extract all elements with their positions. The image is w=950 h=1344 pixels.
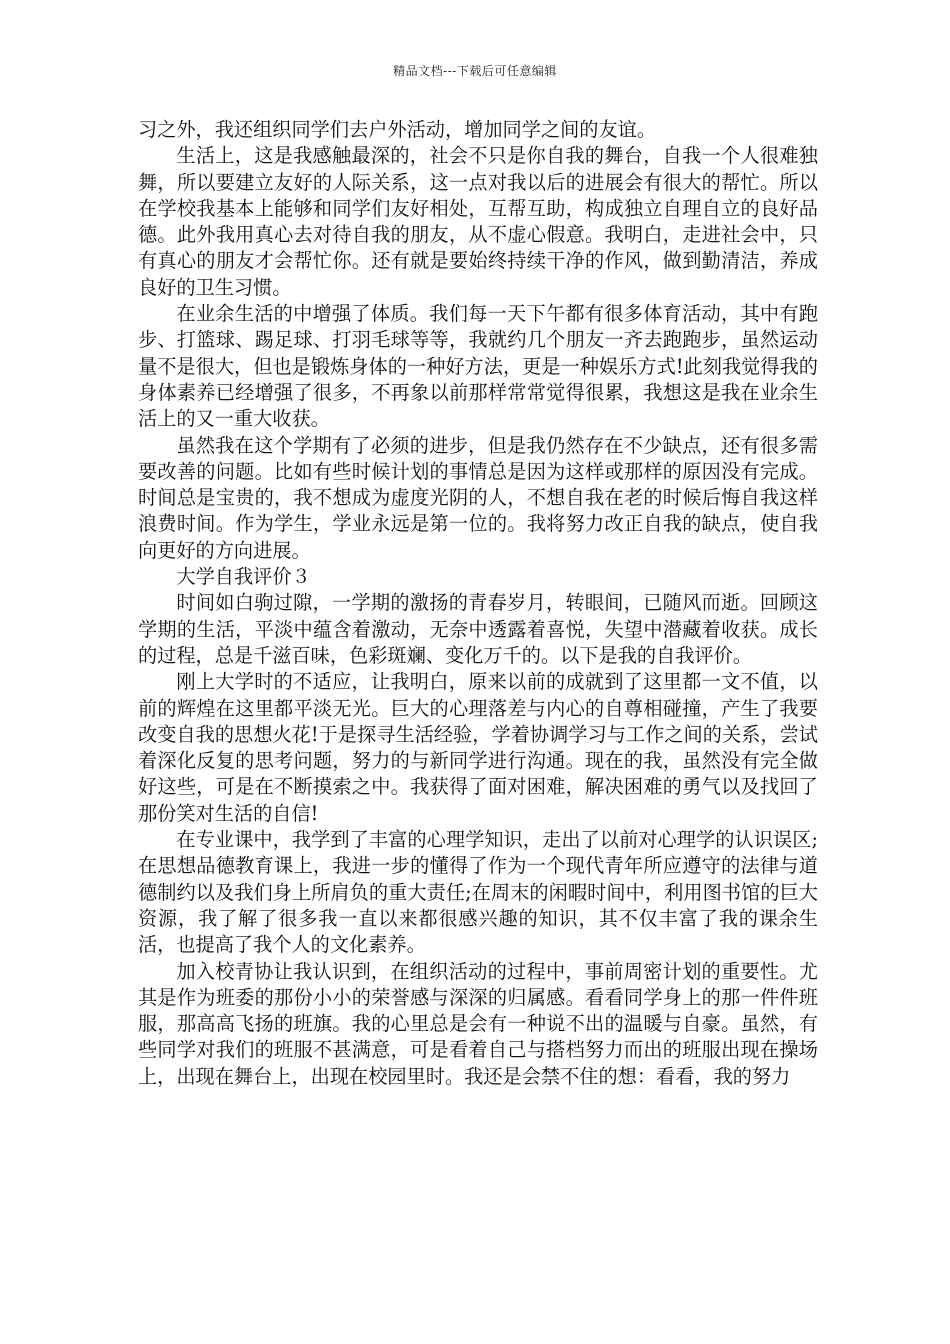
document-body (138, 117, 818, 1090)
paragraph-continuation: 习之外，我还组织同学们去户外活动，增加同学之间的友谊。 (138, 118, 657, 141)
page-header: 精品文档---下载后可任意编辑 (393, 64, 557, 78)
paragraph-leisure: 在业余生活的中增强了体质。我们每一天下午都有很多体育活动，其中有跑步、打篮球、踢足球、打羽毛球等等，我就约几个朋友一齐去跑跑步，虽然运动量不是很大，但也是锻炼身体的一种好方法，更是一种娱乐方式!此刻我觉得我的身体素养已经增强了很多，不再象以前那样常常觉得很累，我想这是我在业余生活上的又一重大收获。 (138, 302, 818, 431)
paragraph-shortcomings: 虽然我在这个学期有了必须的进步，但是我仍然存在不少缺点，还有很多需要改善的问题。比如有些时候计划的事情总是因为这样或那样的原因没有完成。时间总是宝贵的，我不想成为虚度光阴的人，不想自我在老的时候后悔自我这样浪费时间。作为学生，学业永远是第一位的。我将努力改正自我的缺点，使自我向更好的方向进展。 (138, 433, 818, 562)
paragraph-association: 加入校青协让我认识到，在组织活动的过程中，事前周密计划的重要性。尤其是作为班委的那份小小的荣誉感与深深的归属感。看看同学身上的那一件件班服，那高高飞扬的班旗。我的心里总是会有一种说不出的温暖与自豪。虽然，有些同学对我们的班服不甚满意，可是看着自己与搭档努力而出的班服出现在操场上，出现在舞台上，出现在校园里时。我还是会禁不住的想：看看，我的努力 (138, 959, 818, 1088)
paragraph-review: 时间如白驹过隙，一学期的激扬的青春岁月，转眼间，已随风而逝。回顾这学期的生活，平淡中蕴含着激动，无奈中透露着喜悦，失望中潜藏着收获。成长的过程，总是千滋百味，色彩斑斓、变化万千的。以下是我的自我评价。 (138, 591, 818, 667)
paragraph-life: 生活上，这是我感触最深的，社会不只是你自我的舞台，自我一个人很难独舞，所以要建立友好的人际关系，这一点对我以后的进展会有很大的帮忙。所以在学校我基本上能够和同学们友好相处，互帮互助，构成独立自理自立的良好品德。此外我用真心去对待自我的朋友，从不虚心假意。我明白，走进社会中，只有真心的朋友才会帮忙你。还有就是要始终持续干净的作风，做到勤清洁，养成良好的卫生习惯。 (138, 144, 818, 299)
paragraph-adaptation: 刚上大学时的不适应，让我明白，原来以前的成就到了这里都一文不值，以前的辉煌在这里都平淡无光。巨大的心理落差与内心的自尊相碰撞，产生了我要改变自我的思想火花!于是探寻生活经验，学着协调学习与工作之间的关系，尝试着深化反复的思考问题，努力的与新同学进行沟通。现在的我，虽然没有完全做好这些，可是在不断摸索之中。我获得了面对困难，解决困难的勇气以及找回了那份笑对生活的自信! (138, 670, 818, 825)
section-heading: 大学自我评价３ (176, 565, 311, 589)
paragraph-courses: 在专业课中，我学到了丰富的心理学知识，走出了以前对心理学的认识误区;在思想品德教育课上，我进一步的懂得了作为一个现代青年所应遵守的法律与道德制约以及我们身上所肩负的重大责任;在周末的闲暇时间中，利用图书馆的巨大资源，我了解了很多我一直以来都很感兴趣的知识，其不仅丰富了我的课余生活，也提高了我个人的文化素养。 (138, 828, 818, 957)
